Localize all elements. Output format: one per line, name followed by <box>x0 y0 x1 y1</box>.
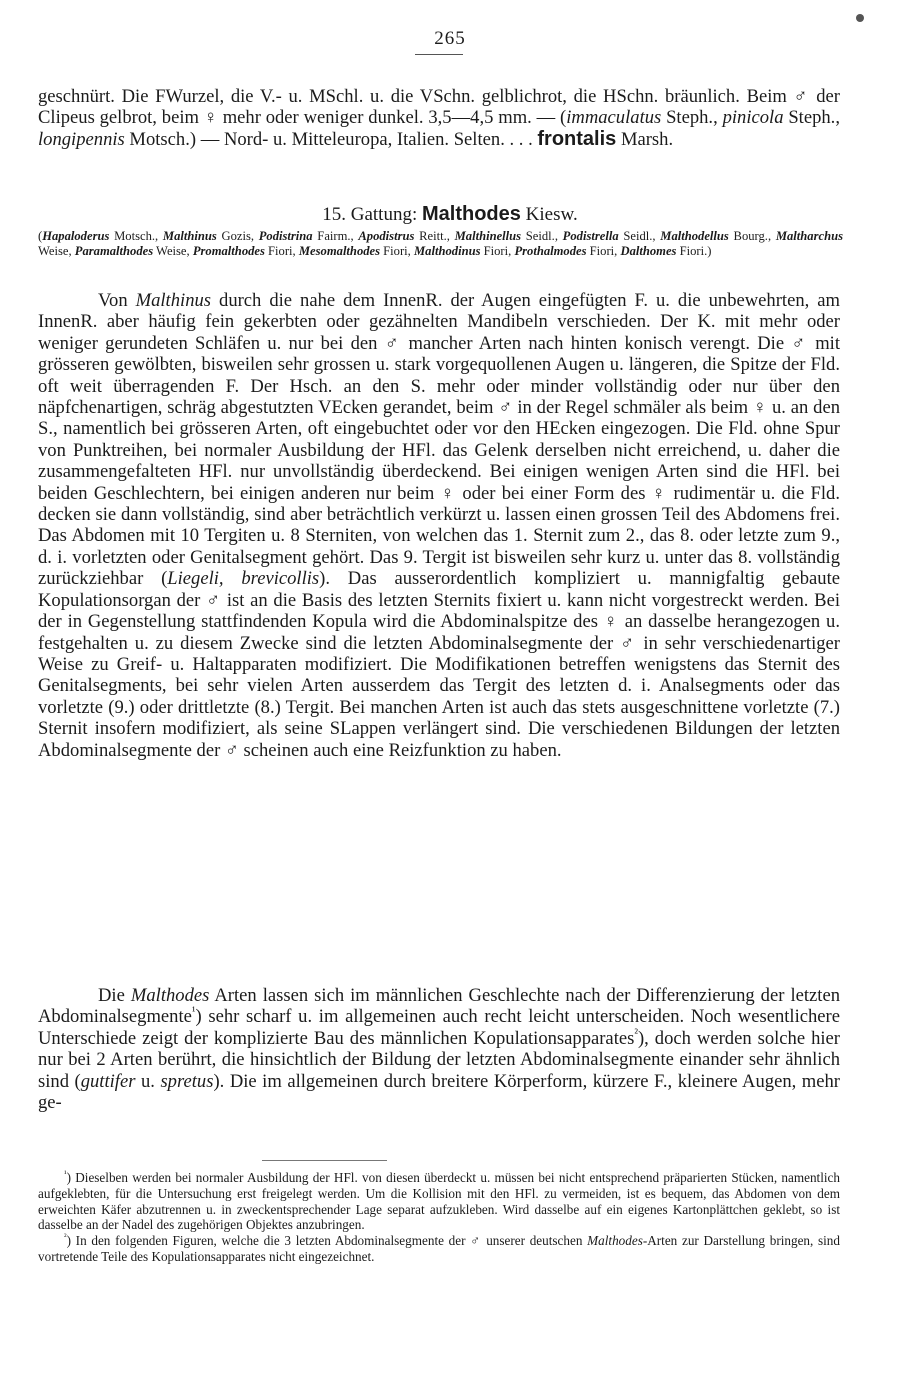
species-ref-spretus: spretus <box>160 1070 214 1092</box>
p2-mid: u. <box>135 1070 161 1092</box>
species-author: Marsh. <box>616 128 674 150</box>
footnote-ref-2[interactable]: ² <box>634 1025 638 1040</box>
paragraph-description <box>38 290 840 761</box>
synonym-longipennis: longipennis <box>38 128 125 150</box>
intro-text: geschnürt. Die FWurzel, die V.- u. MSchl. u. die VSchn. gelblichrot, die HSchn. bräunlich. Beim ♂ der Clipeus gelbrot, beim ♀ mehr oder weniger dunkel. 3,5—4,5 mm. — ( <box>38 86 840 129</box>
footnote-mark: ¹ <box>64 1168 67 1179</box>
synonym-genus: Podistrina <box>258 229 313 243</box>
synonym-author: Steph., <box>783 107 840 129</box>
synonym-genus: Prothalmodes <box>514 244 587 259</box>
synonym-genus-author: Bourg., <box>728 229 776 243</box>
footnote-ref-1[interactable]: ¹ <box>191 1004 196 1019</box>
footnote-text: -Arten zur Darstellung bringen, sind vortretende Teile des Kopulationsapparates nicht eingezeichnet. <box>38 1233 840 1264</box>
synonym-genus: Malthodinus <box>413 244 481 259</box>
synonym-genus-author: Fiori, <box>380 244 414 259</box>
p2-text-b: ) sehr scharf u. im allgemeinen auch recht leicht unterscheiden. Noch wesentlichere Unterschiede zeigt der komplizierte Bau des männlichen Kopulationsapparates <box>38 1006 840 1049</box>
intro-paragraph <box>38 86 840 150</box>
synonym-immaculatus: immaculatus <box>566 107 662 129</box>
synonym-genus-author: Fairm., <box>312 229 359 243</box>
genus-ref-malthinus: Malthinus <box>135 290 212 311</box>
synonym-pinicola: pinicola <box>722 107 784 129</box>
synonym-genus: Mesomalthodes <box>298 244 381 259</box>
genus-author: Kiesw. <box>520 204 578 225</box>
synonym-open-paren: ( <box>38 229 43 243</box>
p1-start: Von <box>98 290 136 311</box>
synonym-list <box>38 229 843 260</box>
species-name: frontalis <box>537 127 617 150</box>
paragraph-differentiation <box>38 985 840 1113</box>
page-number: 265 <box>434 28 466 49</box>
synonym-author: Motsch.) — Nord- u. Mitteleuropa, Italien. Selten. . . . <box>124 128 538 150</box>
page-number-rule <box>415 54 463 55</box>
synonym-genus-author: Fiori, <box>480 244 515 259</box>
synonym-genus: Dalthomes <box>620 244 677 259</box>
footnote-2 <box>38 1233 840 1265</box>
synonym-genus: Paramalthodes <box>74 244 154 259</box>
synonym-genus-author: Weise, <box>153 244 193 259</box>
synonym-genus-author: Reitt., <box>414 229 455 243</box>
synonym-genus: Malthinellus <box>454 229 522 243</box>
synonym-genus: Hapaloderus <box>42 229 110 243</box>
synonym-genus-author: Motsch., <box>109 229 163 243</box>
genus-name: Malthodes <box>422 203 521 225</box>
synonym-genus-author: Weise, <box>38 244 75 259</box>
synonym-genus-author: Fiori, <box>264 244 299 259</box>
footnote-text: ) Dieselben werden bei normaler Ausbildung der HFl. von diesen überdeckt u. müssen bei nicht entsprechend präparierten Stücken, namentlich aufgeklebten, für die Untersuchung erst freigelegt werden. Um die Kollision mit den HFl. zu vermeiden, ist es bequem, das Abdomen von dem erweichten Käfer abzutrennen u. in zweckentsprechender Lage separat aufzukleben. Wird dasselbe auf ein eigenes Kartonplättchen geklebt, so ist dasselbe an der Nadel des zugehörigen Objektes anzubringen. <box>38 1170 840 1233</box>
p2-start: Die <box>98 985 131 1006</box>
synonym-genus: Maltharchus <box>775 229 844 243</box>
ink-dot <box>856 14 864 22</box>
synonym-genus: Promalthodes <box>192 244 265 259</box>
synonym-genus: Apodistrus <box>358 229 415 243</box>
synonym-genus-author: Fiori.) <box>676 244 712 259</box>
synonym-genus-author: Seidl., <box>521 229 563 243</box>
footnotes <box>38 1170 840 1265</box>
genus-prefix: 15. Gattung: <box>322 204 422 225</box>
footnote-mark: ² <box>64 1231 67 1242</box>
footnote-1 <box>38 1170 840 1233</box>
synonym-genus-author: Gozis, <box>216 229 259 243</box>
p2-text-d: ). Die im allgemeinen durch breitere Körperform, kürzere F., kleinere Augen, mehr ge- <box>38 1070 840 1114</box>
synonym-genus-author: Fiori, <box>586 244 621 259</box>
p1-text-a: durch die nahe dem InnenR. der Augen eingefügten F. u. die unbewehrten, am InnenR. aber häufig fein gekerbten oder gezähnelten Mandibeln verschieden. Der K. mit mehr oder weniger gerundeten Schläfen u. nur bei den ♂ mancher Arten nach hinten konisch verengt. Die ♂ mit grösseren gewölbten, bisweilen sehr grossen u. stark vorgequollenen Augen u. längeren, die Spitze der Fld. oft weit überragenden F. Der Hsch. an den S. mehr oder minder vollständig oder nur über den näpfchenartigen, schräg abgestutzten VEcken gerandet, beim ♂ in der Regel schmäler als beim ♀ u. an den S., namentlich bei grösseren Arten, oft eingebuchtet oder vor den HEcken eingezogen. Die Fld. ohne Spur von Punktreihen, bei normaler Ausbildung der HFl. das Gelenk derselben nicht erreichend, u. daher die zusammengefalteten HFl. nur unvollständig überdeckend. Bei einigen wenigen Arten sind die HFl. bei beiden Geschlechtern, bei einigen anderen nur beim ♀ oder bei einer Form des ♀ rudimentär u. die Fld. decken sie dann vollständig, sind aber beträchtlich verkürzt u. lassen einen grossen Teil des Abdomens frei. Das Abdomen mit 10 Tergiten u. 8 Sterniten, von welchen das 1. Sternit zum 2., das 8. oder letzte zum 9., d. i. vorletzten oder Genitalsegment gehört. Das 9. Tergit ist bisweilen sehr kurz u. unter das 8. vollständig zurückziehbar ( <box>38 290 840 590</box>
species-ref: Liegeli, brevicollis <box>167 568 320 590</box>
synonym-genus: Malthinus <box>162 229 217 243</box>
footnote-rule <box>262 1160 387 1161</box>
species-ref-guttifer: guttifer <box>80 1070 136 1092</box>
synonym-entries <box>38 229 843 258</box>
p2-text-c: ), doch werden solche hier nur bei 2 Arten berührt, die hinsichtlich der Bildung der letzten Abdominalsegmente einander sehr ähnlich sind ( <box>38 1027 840 1092</box>
synonym-genus: Podistrella <box>562 229 619 243</box>
footnote-genus: Malthodes <box>587 1233 643 1249</box>
synonym-genus-author: Seidl., <box>618 229 661 243</box>
synonym-genus: Malthodellus <box>660 229 729 243</box>
footnote-text: ) In den folgenden Figuren, welche die 3 letzten Abdominalsegmente der ♂ unserer deutschen <box>66 1233 588 1249</box>
p1-text-b: ). Das ausserordentlich kompliziert u. mannigfaltig gebaute Kopulationsorgan der ♂ ist an die Basis des letzten Sternits fixiert u. kann nicht vorgestreckt werden. Bei der in Gegenstellung stattfindenden Kopula wird die Abdominalspitze des ♀ an dasselbe herangezogen u. festgehalten u. zu diesem Zwecke sind die letzten Abdominalsegmente der ♂ in sehr verschiedenartiger Weise zu Greif- u. Haltapparaten modifiziert. Die Modifikationen betreffen wenigstens das Sternit des Genitalsegments, bei sehr vielen Arten ausserdem das Tergit des letzten d. i. Analsegments oder das vorletzte (9.) oder drittletzte (8.) Tergit. Bei manchen Arten ist auch das stets ausgeschnittene vorletzte (7.) Sternit insofern modifiziert, als seine SLappen verlängert sind. Die verschiedenen Bildungen der letzten Abdominalsegmente der ♂ scheinen auch eine Reizfunktion zu haben. <box>38 568 840 761</box>
synonym-author: Steph., <box>661 107 723 129</box>
genus-ref-malthodes: Malthodes <box>130 985 210 1006</box>
genus-heading <box>0 203 900 226</box>
p2-text-a: Arten lassen sich im männlichen Geschlechte nach der Differenzierung der letzten Abdominalsegmente <box>38 985 840 1028</box>
